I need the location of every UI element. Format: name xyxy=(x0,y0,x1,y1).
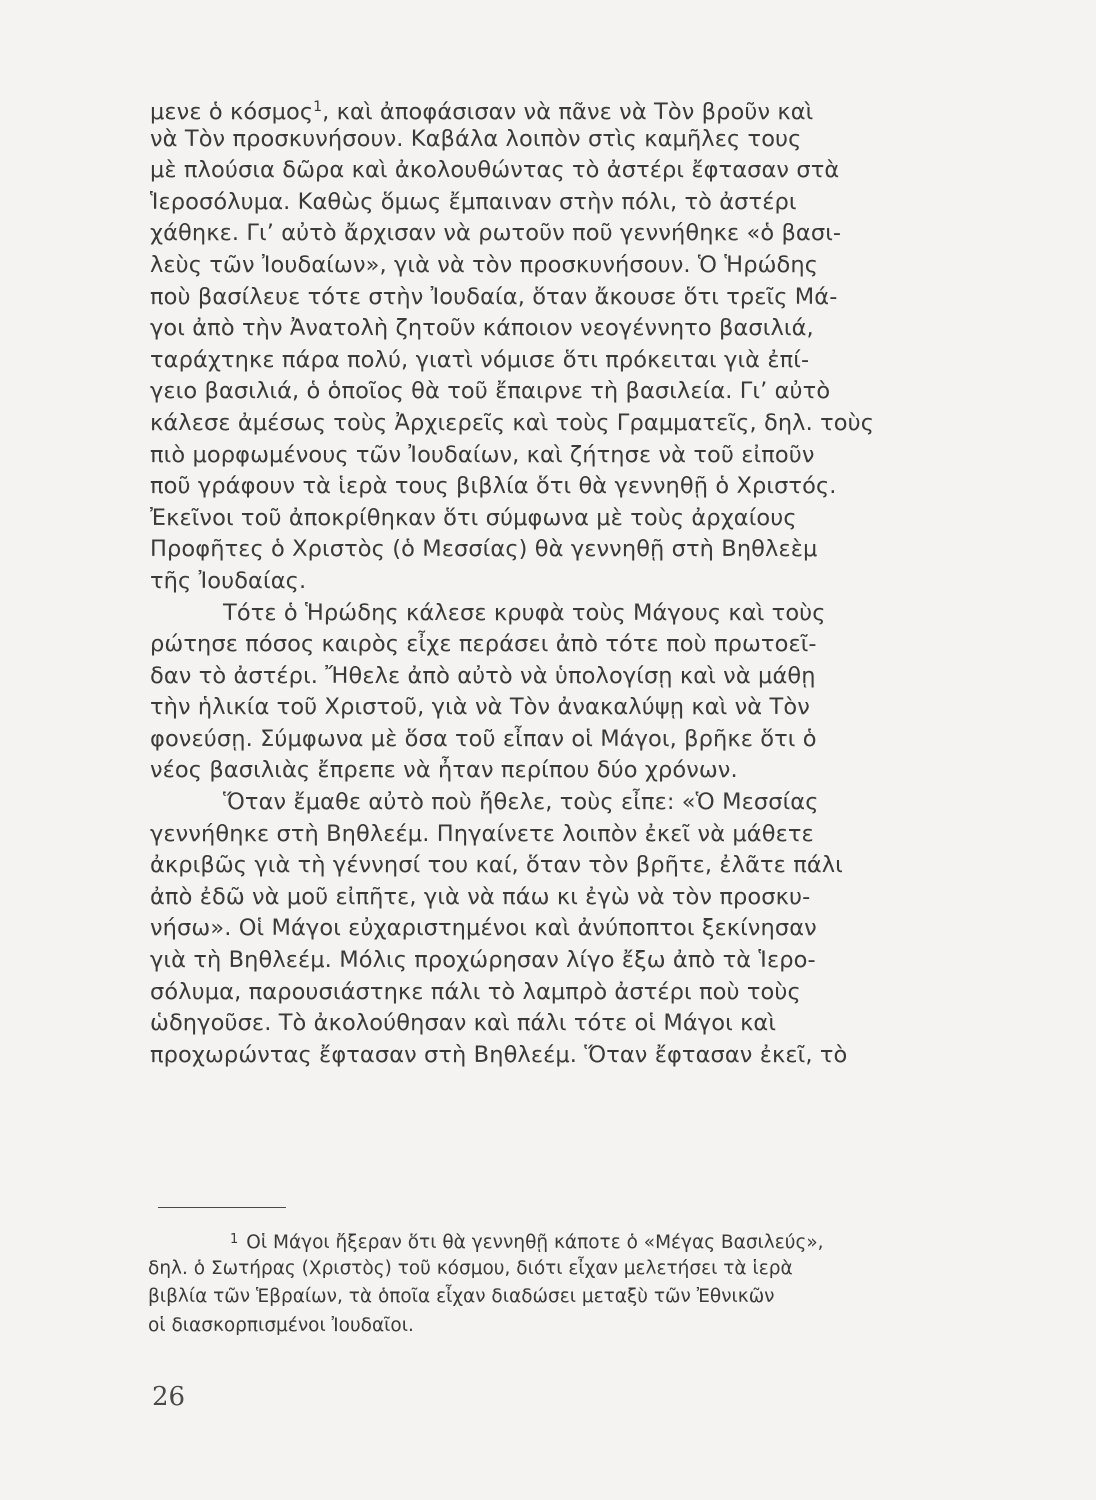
footnote-mark: 1 xyxy=(230,1232,239,1247)
text-line: σόλυμα, παρουσιάστηκε πάλι τὸ λαμπρὸ ἀστέρι ποὺ τοὺς xyxy=(150,978,801,1005)
text-line: γοι ἀπὸ τὴν Ἀνατολὴ ζητοῦν κάποιον νεογέννητο βασιλιά, xyxy=(150,315,814,342)
footnote-line: βιβλία τῶν Ἑβραίων, τὰ ὁποῖα εἶχαν διαδώσει μεταξὺ τῶν Ἐθνικῶν xyxy=(148,1286,775,1307)
text-line: Ἱεροσόλυμα. Καθὼς ὅμως ἔμπαιναν στὴν πόλι, τὸ ἀστέρι xyxy=(150,188,797,215)
footnote-line: δηλ. ὁ Σωτήρας (Χριστὸς) τοῦ κόσμου, διότι εἶχαν μελετήσει τὰ ἱερὰ xyxy=(148,1257,793,1279)
text-line: προχωρώντας ἔφτασαν στὴ Βηθλεέμ. Ὅταν ἔφτασαν ἐκεῖ, τὸ xyxy=(150,1041,848,1068)
footnote-line xyxy=(148,1226,998,1255)
text-line: μὲ πλούσια δῶρα καὶ ἀκολουθώντας τὸ ἀστέρι ἔφτασαν στὰ xyxy=(150,157,840,184)
text-line: κάλεσε ἀμέσως τοὺς Ἀρχιερεῖς καὶ τοὺς Γραμματεῖς, δηλ. τοὺς xyxy=(150,409,875,436)
footnote-reference: 1 xyxy=(313,99,323,115)
text-line: νέος βασιλιὰς ἔπρεπε νὰ ἦταν περίπου δύο χρόνων. xyxy=(150,757,738,784)
text-line: νήσω». Οἱ Μάγοι εὐχαριστημένοι καὶ ἀνύποπτοι ξεκίνησαν xyxy=(150,915,817,942)
text-line: ποῦ γράφουν τὰ ἱερὰ τους βιβλία ὅτι θὰ γεννηθῇ ὁ Χριστός. xyxy=(150,473,837,500)
text-line: Ἐκεῖνοι τοῦ ἀποκρίθηκαν ὅτι σύμφωνα μὲ τοὺς ἀρχαίους xyxy=(150,504,797,531)
text-line-tail: , καὶ ἀποφάσισαν νὰ πᾶνε νὰ Τὸν βροῦν καὶ xyxy=(322,99,814,125)
text-line: Προφῆτες ὁ Χριστὸς (ὁ Μεσσίας) θὰ γεννηθῇ στὴ Βηθλεὲμ xyxy=(150,536,818,563)
footnote-separator xyxy=(158,1207,286,1208)
text-line: τῆς Ἰουδαίας. xyxy=(150,567,307,594)
text-line: νὰ Τὸν προσκυνήσουν. Καβάλα λοιπὸν στὶς καμῆλες τους xyxy=(150,125,802,152)
footnote-text: Οἱ Μάγοι ἤξεραν ὅτι θὰ γεννηθῇ κάποτε ὁ «Μέγας Βασιλεύς», xyxy=(246,1232,824,1253)
text-line: ταράχτηκε πάρα πολύ, γιατὶ νόμισε ὅτι πρόκειται γιὰ ἐπί- xyxy=(150,346,810,373)
text-line: χάθηκε. Γι’ αὐτὸ ἄρχισαν νὰ ρωτοῦν ποῦ γεννήθηκε «ὁ βασι- xyxy=(150,220,842,247)
text-line: ἀκριβῶς γιὰ τὴ γέννησί του καί, ὅταν τὸν βρῆτε, ἐλᾶτε πάλι xyxy=(150,852,843,879)
text-line: πιὸ μορφωμένους τῶν Ἰουδαίων, καὶ ζήτησε νὰ τοῦ εἰποῦν xyxy=(150,441,815,468)
paragraph-start-line: Ὅταν ἔμαθε αὐτὸ ποὺ ἤθελε, τοὺς εἶπε: «Ὁ Μεσσίας xyxy=(223,789,819,816)
text-line: ὡδηγοῦσε. Τὸ ἀκολούθησαν καὶ πάλι τότε οἱ Μάγοι καὶ xyxy=(150,1010,777,1037)
page-number: 26 xyxy=(152,1382,186,1412)
text-line: ρώτησε πόσος καιρὸς εἶχε περάσει ἀπὸ τότε ποὺ πρωτοεῖ- xyxy=(150,631,817,658)
text-line-span: μενε ὁ κόσμος xyxy=(150,99,314,125)
footnote xyxy=(148,1226,998,1340)
text-line: δαν τὸ ἀστέρι. Ἤθελε ἀπὸ αὐτὸ νὰ ὑπολογίσῃ καὶ νὰ μάθῃ xyxy=(150,662,816,689)
text-line: τὴν ἡλικία τοῦ Χριστοῦ, γιὰ νὰ Τὸν ἀνακαλύψῃ καὶ νὰ Τὸν xyxy=(150,694,810,721)
text-line: γιὰ τὴ Βηθλεέμ. Μόλις προχώρησαν λίγο ἔξω ἀπὸ τὰ Ἱερο- xyxy=(150,947,816,974)
footnote-line: οἱ διασκορπισμένοι Ἰουδαῖοι. xyxy=(148,1314,414,1336)
text-line: φονεύσῃ. Σύμφωνα μὲ ὅσα τοῦ εἶπαν οἱ Μάγοι, βρῆκε ὅτι ὁ xyxy=(150,725,817,752)
text-line xyxy=(150,92,995,124)
text-line: ποὺ βασίλευε τότε στὴν Ἰουδαία, ὅταν ἄκουσε ὅτι τρεῖς Μά- xyxy=(150,283,838,310)
text-line: ἀπὸ ἐδῶ νὰ μοῦ εἰπῆτε, γιὰ νὰ πάω κι ἐγὼ νὰ τὸν προσκυ- xyxy=(150,883,811,910)
paragraph-start-line: Τότε ὁ Ἡρώδης κάλεσε κρυφὰ τοὺς Μάγους καὶ τοὺς xyxy=(223,599,826,626)
text-line: λεὺς τῶν Ἰουδαίων», γιὰ νὰ τὸν προσκυνήσουν. Ὁ Ἡρώδης xyxy=(150,251,819,278)
text-line: γειο βασιλιά, ὁ ὁποῖος θὰ τοῦ ἔπαιρνε τὴ βασιλεία. Γι’ αὐτὸ xyxy=(150,378,831,405)
text-line: γεννήθηκε στὴ Βηθλεέμ. Πηγαίνετε λοιπὸν ἐκεῖ νὰ μάθετε xyxy=(150,820,814,847)
main-text xyxy=(150,92,995,1071)
